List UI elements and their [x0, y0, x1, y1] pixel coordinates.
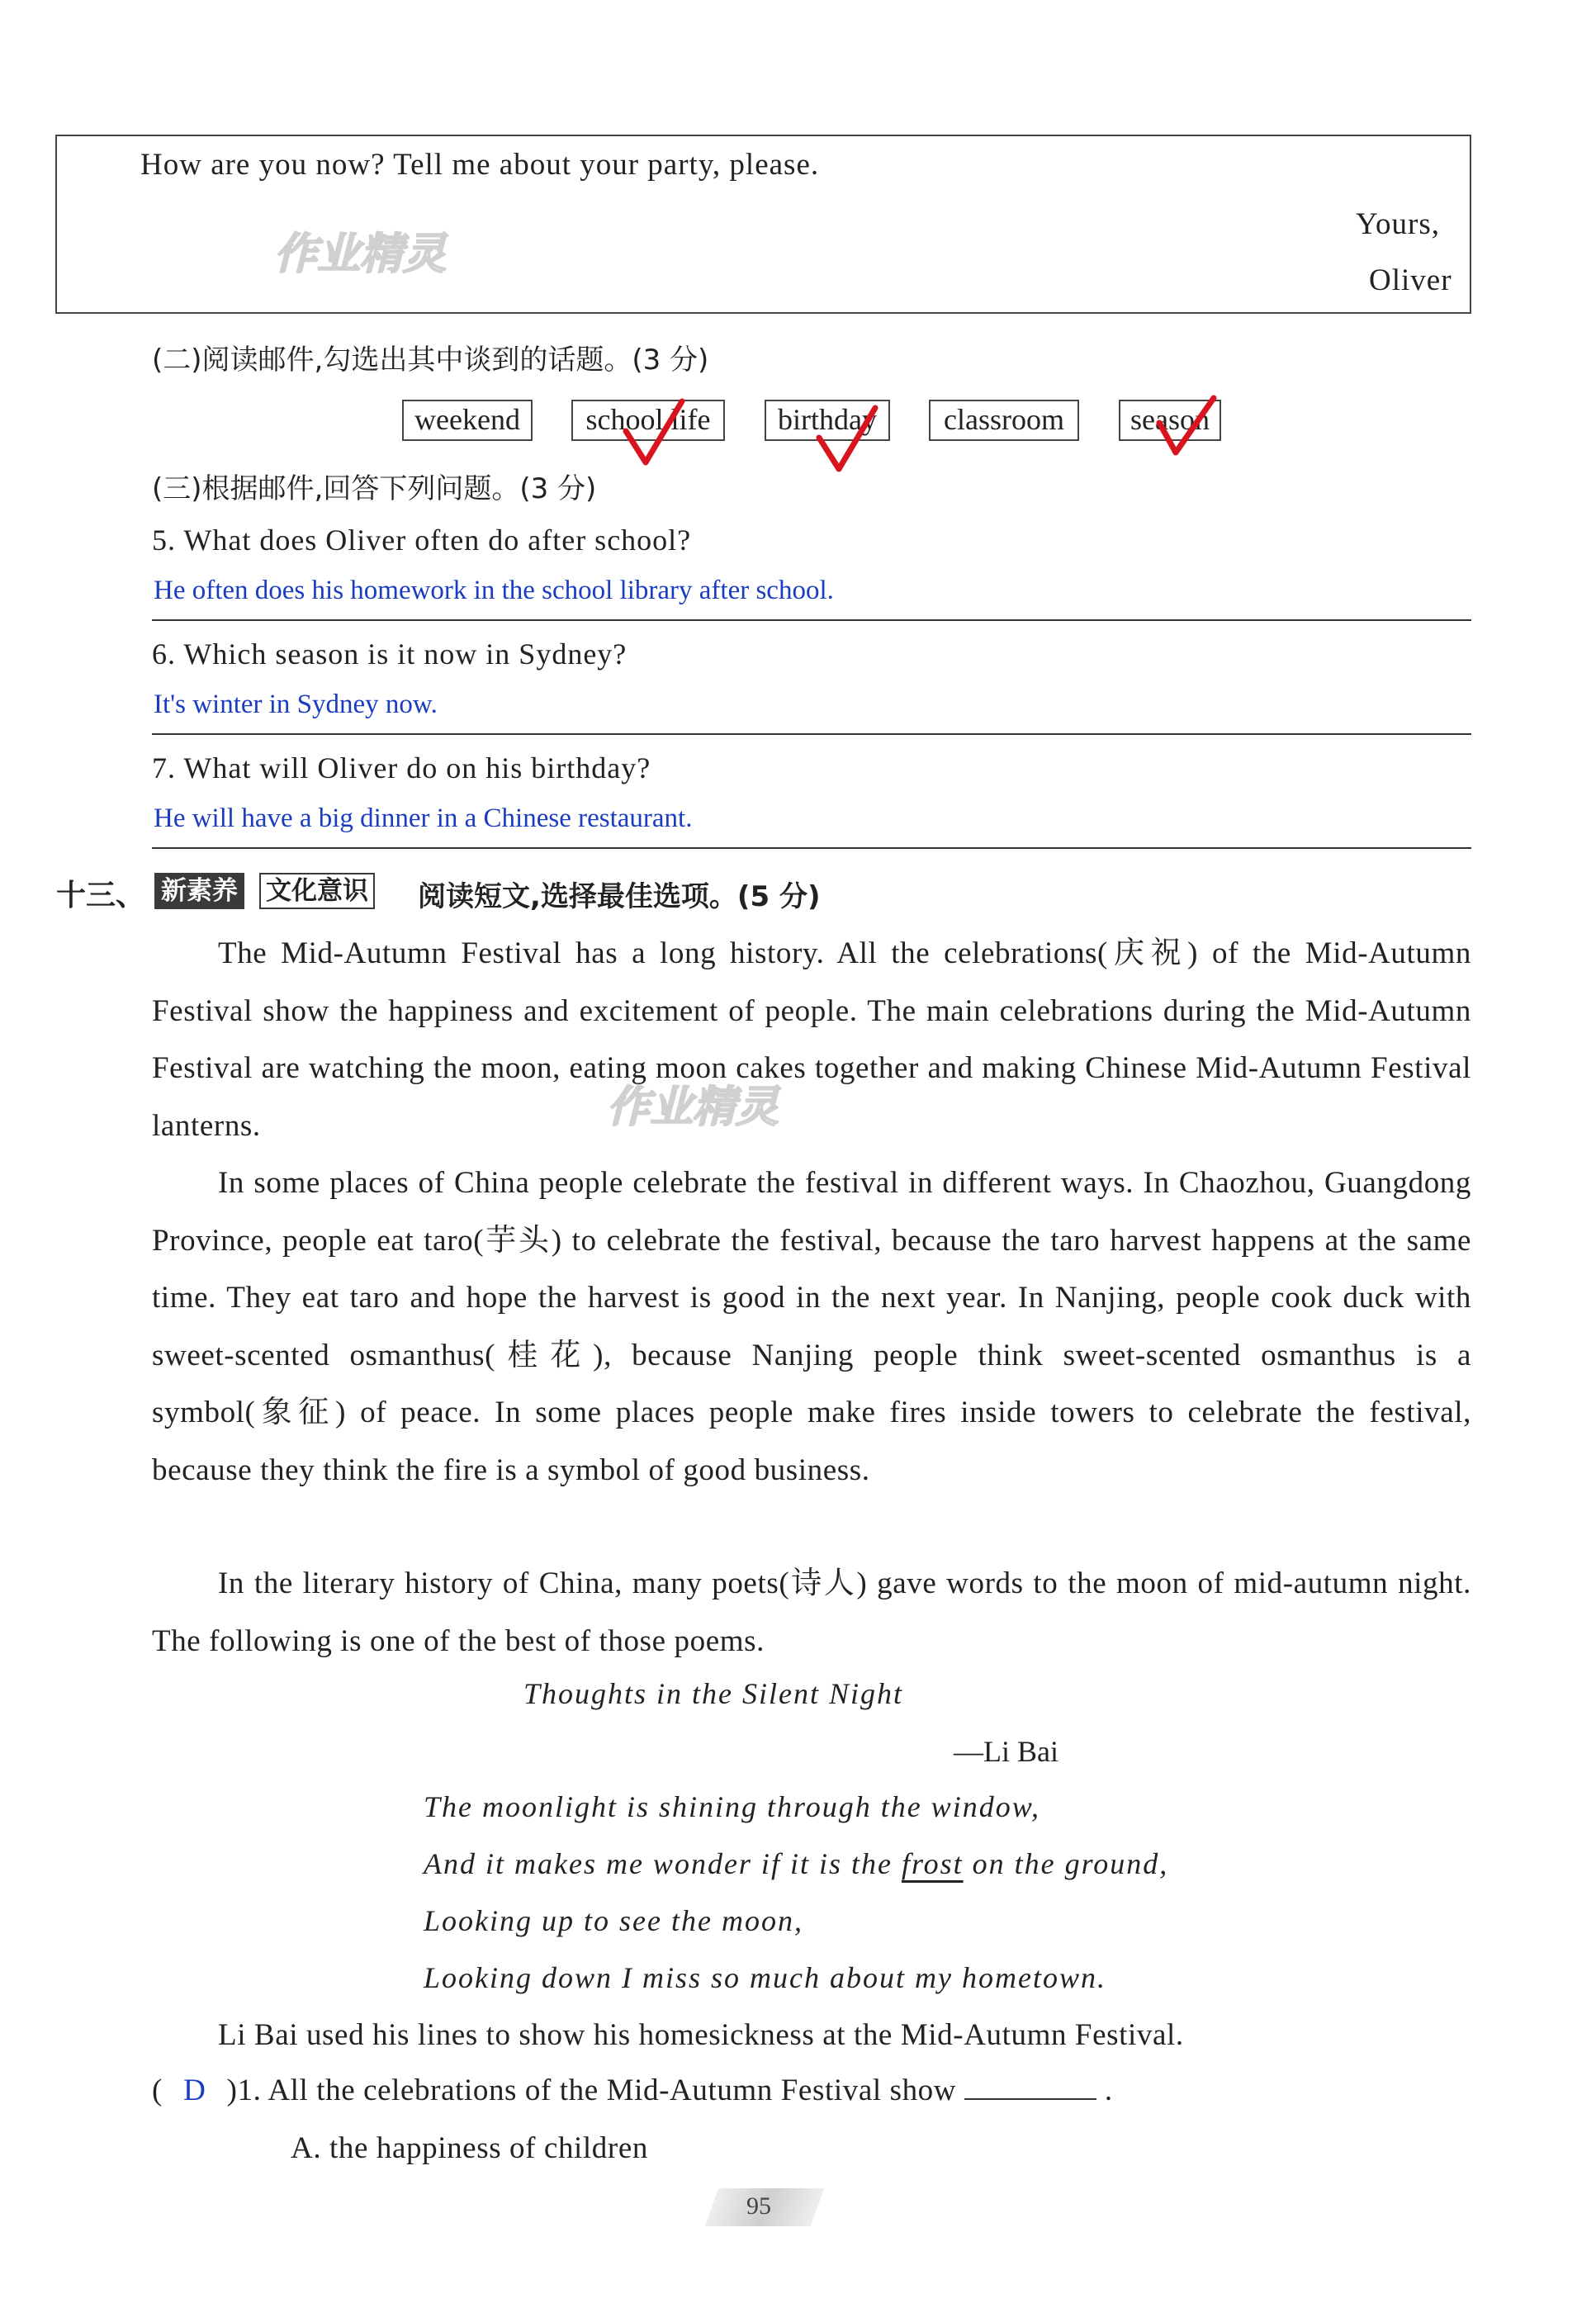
- poem-line-3: Looking up to see the moon,: [424, 1904, 803, 1937]
- topic-label: classroom: [944, 403, 1064, 436]
- part2-instruction: (二)阅读邮件,勾选出其中谈到的话题。(3 分): [152, 344, 709, 377]
- closing-sentence: Li Bai used his lines to show his homesickness at the Mid-Autumn Festival.: [218, 2018, 1184, 2052]
- poem-title: Thoughts in the Silent Night: [523, 1677, 904, 1710]
- poem-line-2: [424, 1846, 1168, 1881]
- section-number: 十三、: [56, 879, 146, 912]
- topic-label: birthday: [778, 403, 877, 436]
- part3-instruction: (三)根据邮件,回答下列问题。(3 分): [152, 472, 597, 505]
- section-instruction: 阅读短文,选择最佳选项。(5 分): [418, 880, 821, 913]
- topic-label: school life: [585, 403, 711, 436]
- question-end: .: [1104, 2073, 1113, 2107]
- poem-line-text: on the ground,: [972, 1847, 1169, 1880]
- check-mark-icon: [621, 398, 687, 472]
- check-mark-icon: [814, 405, 880, 479]
- poem-line-1: The moonlight is shining through the window,: [424, 1790, 1041, 1823]
- topic-label: season: [1130, 403, 1210, 436]
- option-a: A. the happiness of children: [291, 2131, 648, 2165]
- topic-weekend[interactable]: [402, 400, 533, 441]
- paragraph-text: In some places of China people celebrate the festival in different ways. In Chaozhou, Guangdong Province, people eat taro(芋头) to celebrate the festival, because the taro harvest happens at the same time. They eat taro and hope the harvest is good in the next year. In Nanjing, people cook duck with sweet-scented osmanthus(桂花), because Nanjing people think sweet-scented osmanthus is a symbol(象征) of peace. In some places people make fires inside towers to celebrate the festival, because they think the fire is a symbol of good business.: [152, 1166, 1471, 1487]
- underlined-word: frost: [901, 1847, 964, 1880]
- check-mark-icon: [1154, 395, 1220, 461]
- question-number: 5.: [152, 524, 176, 557]
- poem-line-text: And it makes me wonder if it is the: [424, 1847, 893, 1880]
- question-text: What does Oliver often do after school?: [183, 524, 692, 557]
- badge-new-literacy: 新素养: [154, 873, 244, 909]
- poem-author: —Li Bai: [954, 1735, 1058, 1768]
- answer-line: [152, 847, 1471, 849]
- question-7: [152, 751, 651, 785]
- letter-sign-off: Yours,: [1356, 207, 1440, 241]
- question-text: What will Oliver do on his birthday?: [183, 751, 651, 784]
- answer-line: [152, 733, 1471, 735]
- letter-signature: Oliver: [1369, 263, 1452, 297]
- answer-7: He will have a big dinner in a Chinese restaurant.: [154, 803, 693, 833]
- paragraph-text: The Mid-Autumn Festival has a long history. All the celebrations(庆祝) of the Mid-Autumn Festival show the happiness and excitement of people. The main celebrations during the Mid-Autumn Festival are watching the moon, eating moon cakes together and making Chinese Mid-Autumn Festival lanterns.: [152, 936, 1471, 1143]
- watermark-logo: 作业精灵: [607, 1083, 779, 1132]
- question-6: [152, 637, 627, 671]
- topic-classroom[interactable]: [929, 400, 1079, 441]
- letter-closing-line: How are you now? Tell me about your party, please.: [140, 148, 820, 182]
- question-5: [152, 523, 691, 557]
- passage-paragraph-3: [152, 1555, 1471, 1670]
- answer-line: [152, 619, 1471, 621]
- bracket-open: (: [152, 2073, 163, 2107]
- question-text: Which season is it now in Sydney?: [183, 637, 628, 671]
- answer-choice: D: [183, 2073, 206, 2107]
- badge-cultural-awareness: 文化意识: [259, 873, 375, 909]
- watermark-logo: 作业精灵: [274, 230, 447, 279]
- passage-paragraph-2: [152, 1154, 1471, 1499]
- poem-line-4: Looking down I miss so much about my hometown.: [424, 1961, 1106, 1994]
- blank-line[interactable]: [964, 2073, 1096, 2100]
- answer-6: It's winter in Sydney now.: [154, 690, 438, 719]
- question-number: 7.: [152, 751, 176, 784]
- question-text: )1. All the celebrations of the Mid-Autumn Festival show: [226, 2073, 957, 2107]
- answer-5: He often does his homework in the school library after school.: [154, 576, 834, 605]
- paragraph-text: In the literary history of China, many poets(诗人) gave words to the moon of mid-autumn night. The following is one of the best of those poems.: [152, 1566, 1471, 1658]
- passage-paragraph-1: [152, 925, 1471, 1154]
- topic-label: weekend: [414, 403, 520, 436]
- question-number: 6.: [152, 637, 176, 671]
- question-1: [152, 2073, 1113, 2108]
- page-number: 95: [746, 2192, 771, 2220]
